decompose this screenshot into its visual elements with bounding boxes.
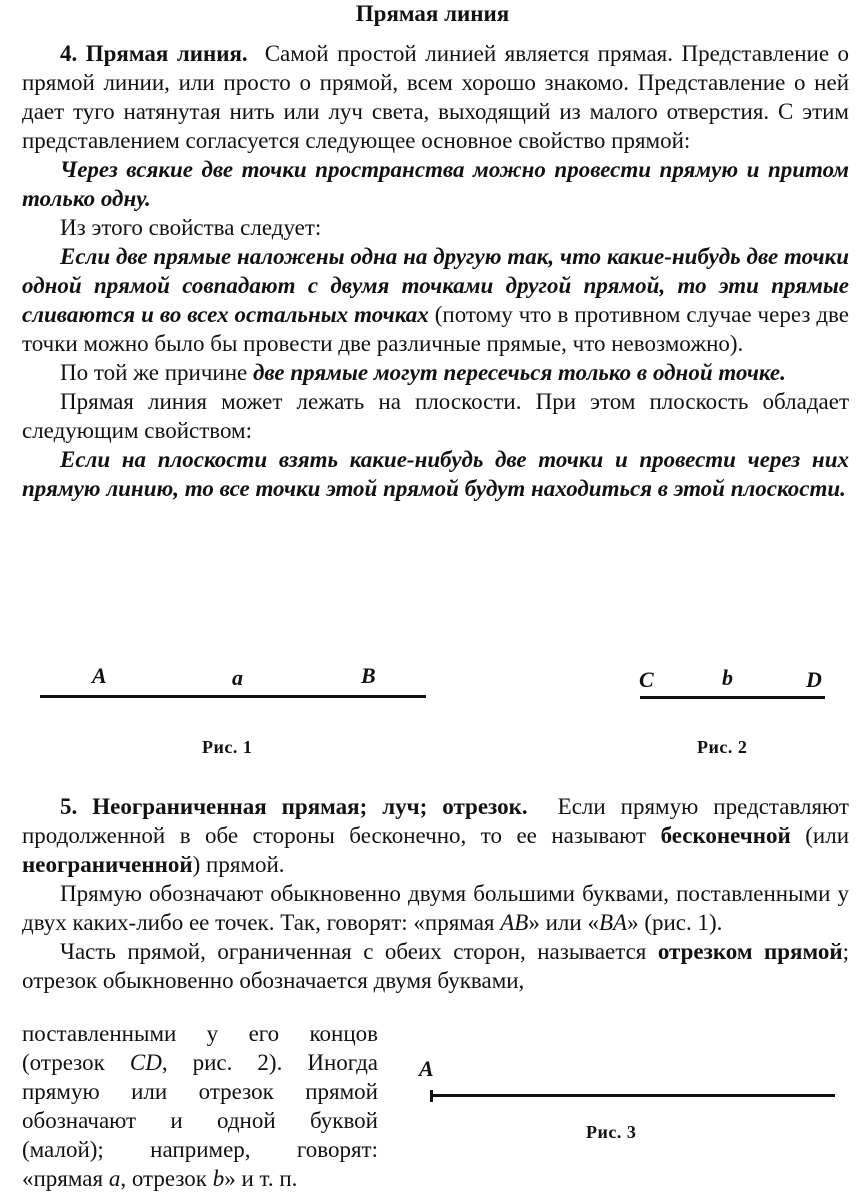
figure-2 [600,655,865,765]
point-label-a: A [419,1056,434,1081]
section-number: 5. [60,794,78,819]
term: бесконечной [660,823,791,848]
paragraph: поставленными у его концов (отрезок [22,1021,378,1075]
section-number: 4. [60,41,78,66]
segment-notation-paragraph [22,1019,378,1193]
paragraph: » (рис. 1). [627,910,723,935]
point-label-d: D [806,667,822,692]
section-5-intro [22,792,849,879]
paragraph: ) прямой. [192,852,285,877]
section-heading: Прямая линия. [85,41,248,66]
paragraph: ; отрезок обыкновенно обозначается двумя буквами, [22,939,849,993]
plane-property-statement: Если на плоскости взять какие-нибудь две точки и провести через них прямую линию, то все точки этой прямой будут находиться в этой плоскости. [22,447,849,501]
section-4 [22,39,849,503]
line-notation: a [108,1166,121,1191]
paragraph: Из этого свойства следует: [60,215,322,240]
paragraph: » и т. п. [224,1166,298,1191]
segment-label: b [722,665,733,690]
line-notation: BA [598,910,628,935]
point-label-b: B [361,663,376,688]
segment-notation: CD [129,1050,162,1075]
paragraph: , отрезок [120,1166,213,1191]
paragraph: , рис. 2). Иногда прямую или отрезок прямой обозначают и одной буквой (малой); например, говорят: «прямая [22,1050,378,1191]
paragraph: (или [790,823,850,848]
intersection-paragraph [22,358,849,387]
paragraph: (потому что в противном случае через две точки можно было бы провести две различные прямые, что невозможно). [22,302,849,356]
paragraph: » или « [528,910,599,935]
term: отрезком прямой [657,939,843,964]
figure-caption: Рис. 2 [697,737,748,757]
point-label-c: C [639,667,654,692]
segment-line [640,696,825,699]
paragraph: Часть прямой, ограниченная с обеих сторон, называется [60,939,658,964]
segment-notation: b [212,1166,225,1191]
corollary-statement: Если две прямые наложены одна на другую так, что какие-нибудь две точки одной прямой совпадают с двумя точками другой прямой, то эти прямые сливаются и во всех остальных точках [22,244,849,327]
term: неограниченной [22,852,193,877]
paragraph: Прямую обозначают обыкновенно двумя большими буквами, поставленными у двух каких-либо ее точек. Так, говорят: «прямая [22,881,849,935]
corollary-paragraph [22,242,849,358]
section-heading: Неограниченная прямая; луч; отрезок. [92,794,528,819]
figure-3 [410,1050,850,1150]
section-4-intro [22,39,849,155]
intersection-statement: две прямые могут пересечься только в одной точке. [252,360,786,385]
segment-paragraph [22,937,849,995]
axiom-statement: Через всякие две точки пространства можно провести прямую и притом только одну. [22,157,849,211]
paragraph: Самой простой линией является прямая. Представление о прямой линии, или просто о прямой, всем хорошо знакомо. Представление о ней дает туго натянутая нить или луч света, выходящий из малого отверстия. С этим представлением согласуется следующее основное свойство прямой: [22,41,850,153]
line-notation: AB [500,910,529,935]
paragraph: По той же причине [60,360,253,385]
point-label-a: A [92,663,107,688]
paragraph: Если прямую представляют продолженной в обе стороны бесконечно, то ее называют [22,794,849,848]
notation-paragraph [22,879,849,937]
figure-1 [0,655,440,765]
section-5 [22,792,849,995]
paragraph: Прямая линия может лежать на плоскости. При этом плоскость обладает следующим свойством: [22,389,849,443]
straight-line [40,695,426,698]
page-title: Прямая линия [355,1,510,26]
line-label: a [232,665,243,690]
figure-caption: Рис. 1 [202,737,253,757]
figure-caption: Рис. 3 [586,1122,637,1142]
ray-line [430,1094,835,1097]
